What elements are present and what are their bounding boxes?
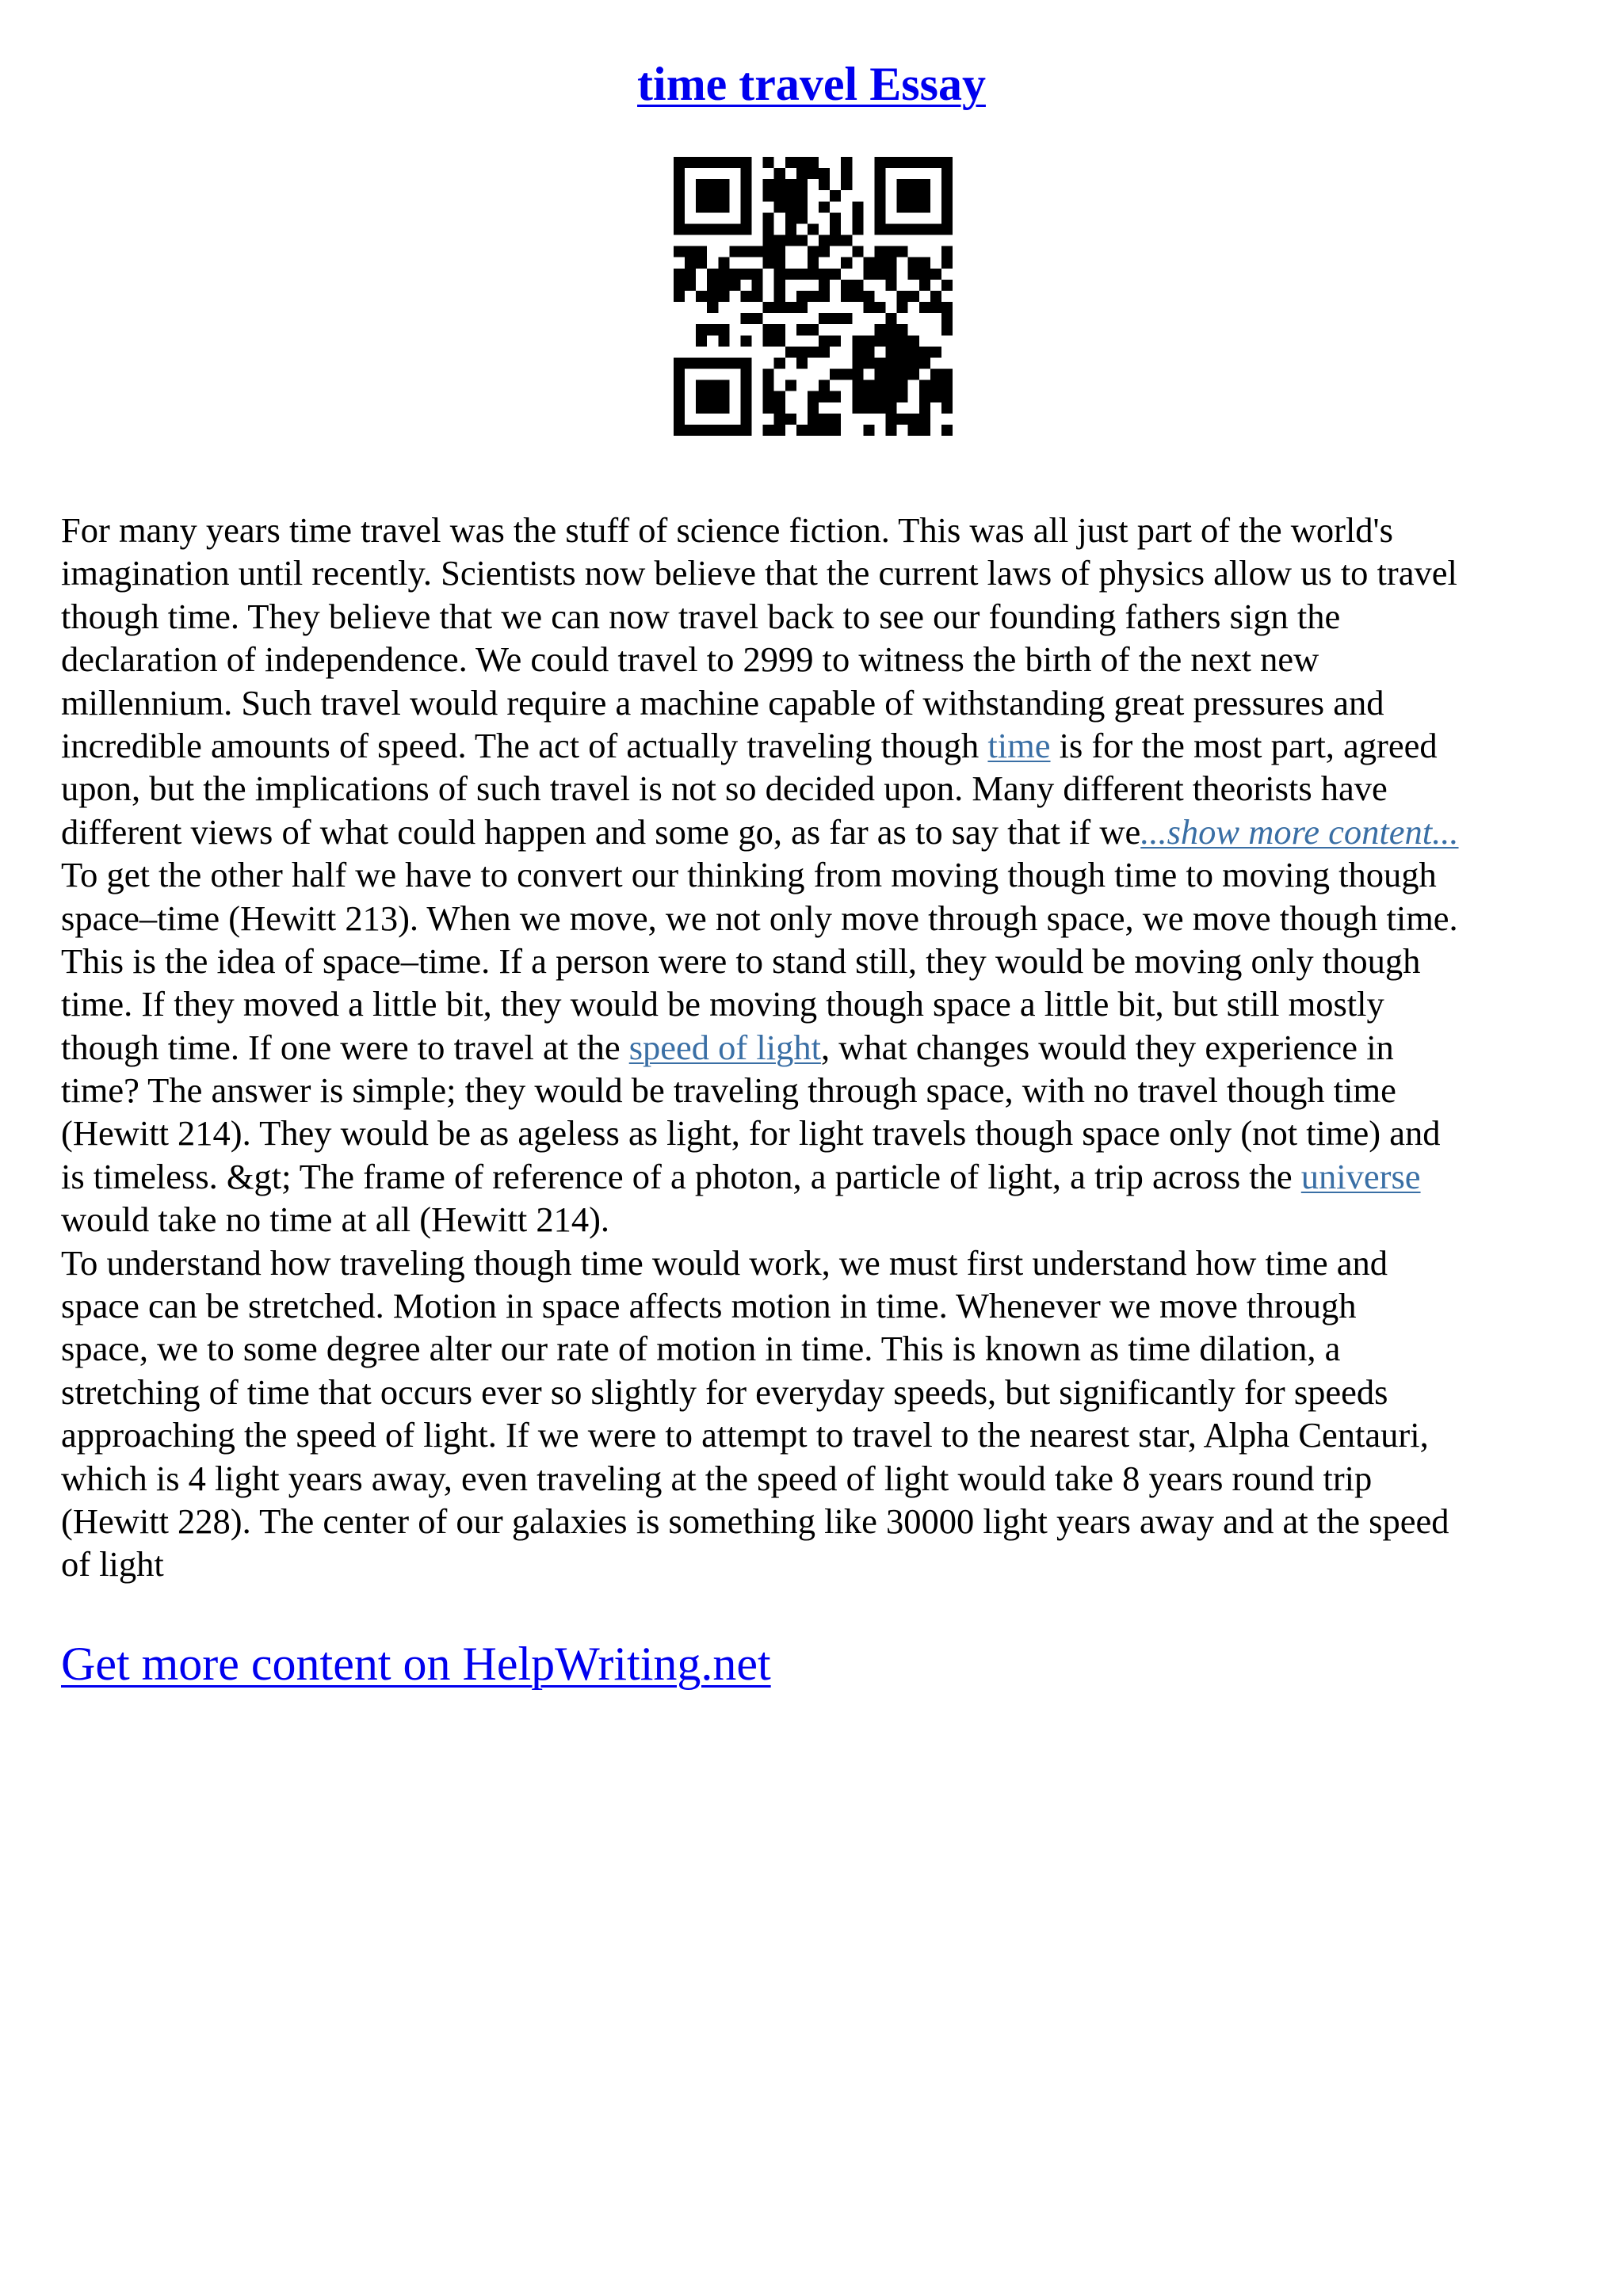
- universe-link[interactable]: universe: [1300, 1156, 1421, 1196]
- body-line: time. If they moved a little bit, they would be moving though space a little bit, but still mostly: [61, 984, 1384, 1024]
- speed-of-light-link[interactable]: speed of light: [628, 1027, 821, 1067]
- body-line: This is the idea of space–time. If a person were to stand still, they would be moving only though: [61, 940, 1421, 981]
- body-line: upon, but the implications of such travel is not so decided upon. Many different theorists have: [61, 769, 1388, 809]
- time-link[interactable]: time: [987, 725, 1051, 765]
- body-text-segment: different views of what could happen and some go, as far as to say that if we: [61, 811, 1141, 852]
- body-text-segment: incredible amounts of speed. The act of actually traveling though: [61, 725, 988, 765]
- body-line: approaching the speed of light. If we were to attempt to travel to the nearest star, Alpha Centauri,: [61, 1415, 1429, 1455]
- body-line: space can be stretched. Motion in space affects motion in time. Whenever we move through: [61, 1286, 1357, 1326]
- body-line: time? The answer is simple; they would be traveling through space, with no travel though time: [61, 1070, 1396, 1111]
- body-line: For many years time travel was the stuff of science fiction. This was all just part of the world's: [61, 510, 1393, 550]
- body-line: space–time (Hewitt 213). When we move, we not only move through space, we move though time.: [61, 898, 1458, 938]
- body-line: of light: [61, 1544, 164, 1585]
- body-line: though time. They believe that we can now travel back to see our founding fathers sign the: [61, 596, 1341, 636]
- body-line: which is 4 light years away, even traveling at the speed of light would take 8 years round trip: [61, 1458, 1373, 1498]
- qr-code-icon: [674, 157, 953, 436]
- page-title-link[interactable]: time travel Essay: [637, 58, 986, 110]
- body-line: [61, 1155, 1567, 1198]
- body-line: millennium. Such travel would require a machine capable of withstanding great pressures and: [61, 682, 1384, 723]
- body-line: (Hewitt 214). They would be as ageless as light, for light travels though space only (not time) and: [61, 1113, 1441, 1154]
- body-line: To get the other half we have to convert our thinking from moving though time to moving though: [61, 855, 1437, 895]
- body-text-segment: , what changes would they experience in: [820, 1027, 1394, 1067]
- title-container: [0, 57, 1623, 112]
- body-line: (Hewitt 228). The center of our galaxies is something like 30000 light years away and at the speed: [61, 1501, 1449, 1541]
- body-line: declaration of independence. We could travel to 2999 to witness the birth of the next new: [61, 639, 1319, 680]
- body-line: imagination until recently. Scientists now believe that the current laws of physics allow us to travel: [61, 553, 1457, 593]
- essay-body: [61, 509, 1567, 1586]
- body-line: space, we to some degree alter our rate of motion in time. This is known as time dilation, a: [61, 1329, 1341, 1369]
- body-text-segment: is for the most part, agreed: [1050, 725, 1438, 765]
- body-text-segment: is timeless. &gt; The frame of reference of a photon, a particle of light, a trip across the: [61, 1156, 1301, 1196]
- helpwriting-link[interactable]: Get more content on HelpWriting.net: [61, 1638, 771, 1690]
- body-line: [61, 724, 1567, 767]
- body-line: [61, 1026, 1567, 1069]
- body-line: To understand how traveling though time would work, we must first understand how time and: [61, 1242, 1388, 1283]
- body-line: stretching of time that occurs ever so slightly for everyday speeds, but significantly for speeds: [61, 1371, 1388, 1412]
- body-line: would take no time at all (Hewitt 214).: [61, 1199, 610, 1240]
- show-more-content-link[interactable]: ...show more content...: [1140, 811, 1459, 852]
- body-line: [61, 810, 1567, 853]
- body-text-segment: though time. If one were to travel at the: [61, 1027, 629, 1067]
